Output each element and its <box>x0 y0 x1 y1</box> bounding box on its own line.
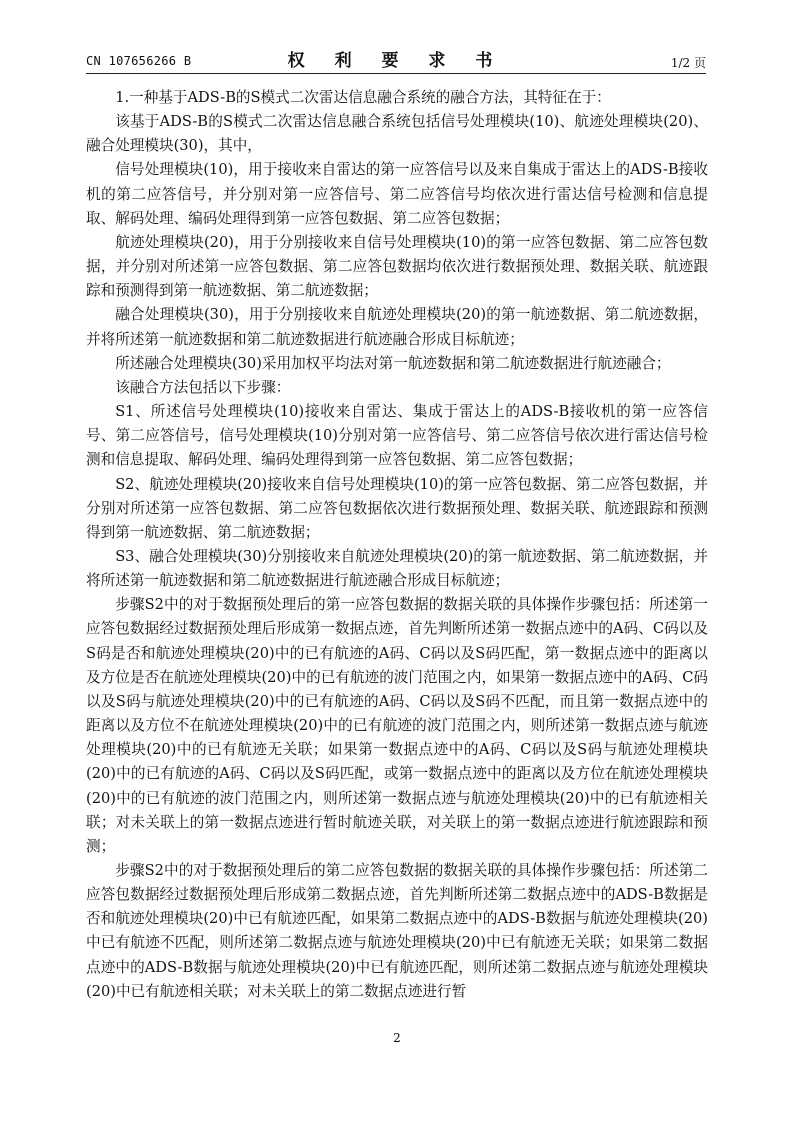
claim-paragraph: 1.一种基于ADS-B的S模式二次雷达信息融合系统的融合方法，其特征在于： <box>115 89 611 106</box>
page-header <box>86 44 706 74</box>
claim-paragraph: 该基于ADS-B的S模式二次雷达信息融合系统包括信号处理模块(10)、航迹处理模块(20)、融合处理模块(30)，其中， <box>86 113 708 155</box>
claim-paragraph: S3、融合处理模块(30)分别接收来自航迹处理模块(20)的第一航迹数据、第二航迹数据，并将所述第一航迹数据和第二航迹数据进行航迹融合形成目标航迹； <box>86 547 708 590</box>
claim-paragraph: 航迹处理模块(20)，用于分别接收来自信号处理模块(10)的第一应答包数据、第二应答包数据，并分别对所述第一应答包数据、第二应答包数据均依次进行数据预处理、数据关联、航迹跟踪和预测得到第一航迹数据、第二航迹数据； <box>86 233 708 300</box>
claim-paragraph: S2、航迹处理模块(20)接收来自信号处理模块(10)的第一应答包数据、第二应答包数据，并分别对所述第一应答包数据、第二应答包数据依次进行数据预处理、数据关联、航迹跟踪和预测得到第一航迹数据、第二航迹数据； <box>86 475 708 541</box>
claim-paragraph: 该融合方法包括以下步骤： <box>115 378 291 396</box>
page-indicator: 1/2 页 <box>670 56 706 70</box>
claim-paragraph: 信号处理模块(10)，用于接收来自雷达的第一应答信号以及来自集成于雷达上的ADS-B接收机的第二应答信号，并分别对第一应答信号、第二应答信号均依次进行雷达信号检测和信息提取、解码处理、编码处理得到第一应答包数据、第二应答包数据； <box>86 161 708 227</box>
claim-paragraph: 步骤S2中的对于数据预处理后的第二应答包数据的数据关联的具体操作步骤包括：所述第二应答包数据经过数据预处理后形成第二数据点迹，首先判断所述第二数据点迹中的ADS-B数据是否和航迹处理模块(20)中已有航迹匹配，如果第二数据点迹中的ADS-B数据与航迹处理模块(20)中已有航迹不匹配，则所述第二数据点迹与航迹处理模块(20)中已有航迹无关联；如果第二数据点迹中的ADS-B数据与航迹处理模块(20)中已有航迹匹配，则所述第二数据点迹与航迹处理模块(20)中已有航迹相关联；对未关联上的第二数据点迹进行暂 <box>86 862 708 1000</box>
claim-paragraph: 所述融合处理模块(30)采用加权平均法对第一航迹数据和第二航迹数据进行航迹融合； <box>115 354 671 372</box>
claim-paragraph: 步骤S2中的对于数据预处理后的第一应答包数据的数据关联的具体操作步骤包括：所述第一应答包数据经过数据预处理后形成第一数据点迹，首先判断所述第一数据点迹中的A码、C码以及S码是否和航迹处理模块(20)中的已有航迹的A码、C码以及S码匹配，第一数据点迹中的距离以及方位是否在航迹处理模块(20)中的已有航迹的波门范围之内，如果第一数据点迹中的A码、C码以及S码与航迹处理模块(20)中的已有航迹的A码、C码以及S码不匹配，而且第一数据点迹中的距离以及方位不在航迹处理模块(20)中的已有航迹的波门范围之内，则所述第一数据点迹与航迹处理模块(20)中的已有航迹无关联；如果第一数据点迹中的A码、C码以及S码与航迹处理模块(20)中的已有航迹的A码、C码以及S码匹配，或第一数据点迹中的距离以及方位在航迹处理模块(20)中的已有航迹的波门范围之内，则所述第一数据点迹与航迹处理模块(20)中的已有航迹相关联；对未关联上的第一数据点迹进行暂时航迹关联，对关联上的第一数据点迹进行航迹跟踪和预测； <box>86 596 708 855</box>
patent-number: CN 107656266 B <box>86 54 192 68</box>
document-title: 权 利 要 求 书 <box>287 51 505 71</box>
claim-paragraph: S1、所述信号处理模块(10)接收来自雷达、集成于雷达上的ADS-B接收机的第一应答信号、第二应答信号，信号处理模块(10)分别对第一应答信号、第二应答信号依次进行雷达信号检测和信息提取、解码处理、编码处理得到第一应答包数据、第二应答包数据； <box>86 403 708 469</box>
page-number: 2 <box>393 1031 401 1045</box>
header-divider <box>86 73 706 74</box>
claims-body <box>86 86 708 1004</box>
claim-paragraph: 融合处理模块(30)，用于分别接收来自航迹处理模块(20)的第一航迹数据、第二航迹数据，并将所述第一航迹数据和第二航迹数据进行航迹融合形成目标航迹； <box>86 306 708 348</box>
